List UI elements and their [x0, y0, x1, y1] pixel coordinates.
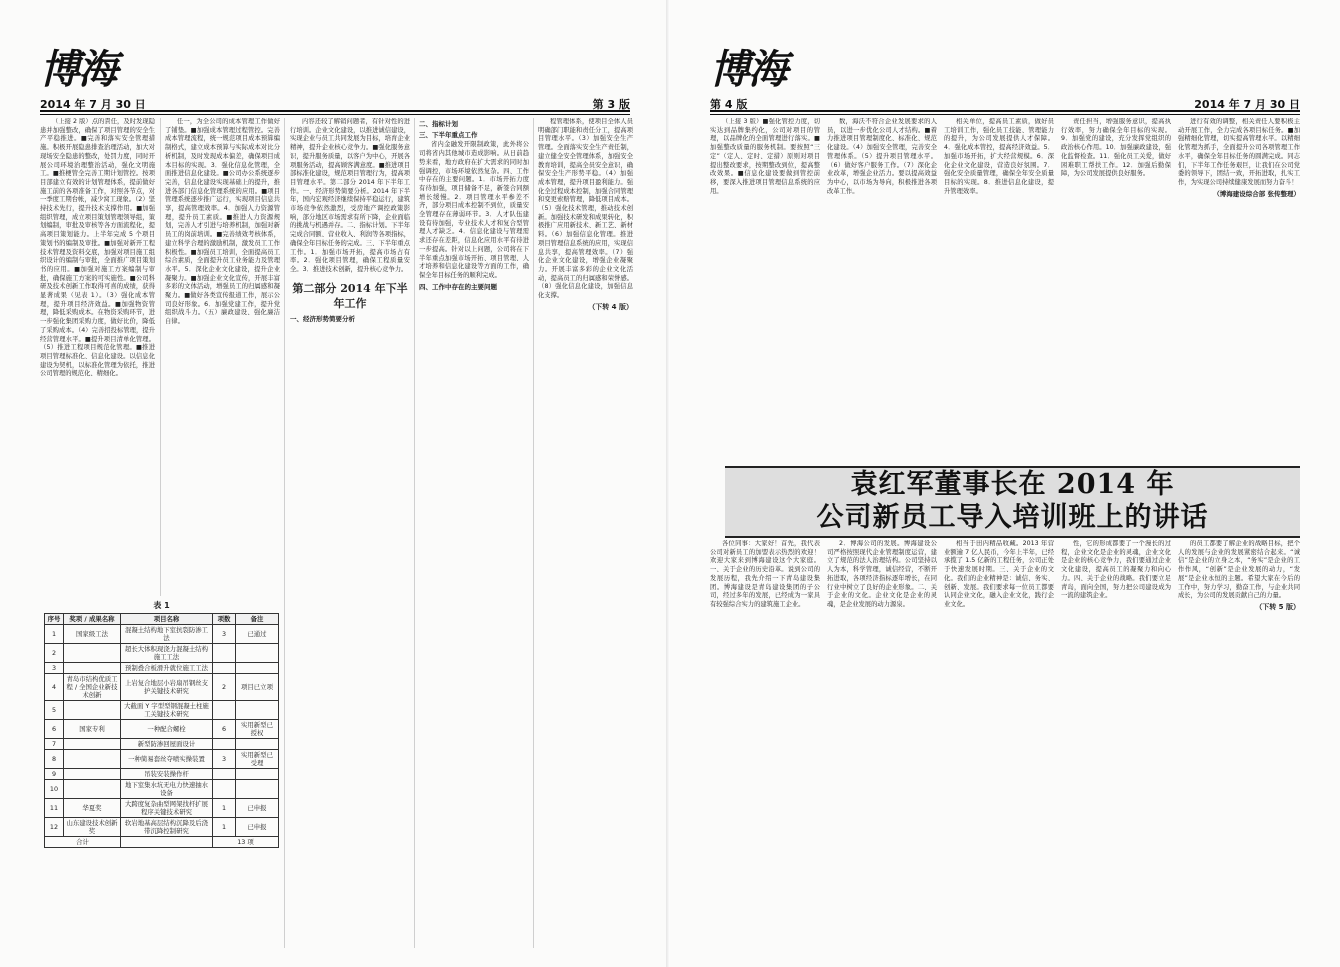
- table-cell: [236, 738, 279, 749]
- speech-column-3: [944, 540, 1054, 900]
- table-row: [45, 779, 279, 798]
- article-text: 进行有效的调整，相关责任人要积极主动开展工作，全力完成各项目标任务。■加强精细化管理，切实提高管理水平。以精细化管理为抓手，全面提升公司各项管理工作水平，确保全年目标任务的圆满完成。同志们，下半年工作任务艰巨，让我们在公司党委的领导下，团结一致，开拓进取，扎实工作，为实现公司持续健康发展而努力奋斗！: [1178, 118, 1300, 186]
- table-cell: 上岩复合地层小岩扇吊钢丝支护关键技术研究: [121, 673, 213, 700]
- page-3-column-1: [40, 118, 155, 596]
- continued-note: （下转 5 版）: [1255, 602, 1300, 611]
- header-rule-thin: [710, 114, 1300, 115]
- page-4-column-4: [1061, 118, 1171, 458]
- table-cell: 10: [45, 779, 64, 798]
- table-cell: [121, 836, 213, 847]
- awards-table-block: [44, 600, 279, 900]
- table-cell: 4: [45, 673, 64, 700]
- article-text: 内容还较了解销问题者，有针对性的进行培训。企业文化建设，以推进诚信建设，实现企业与员工共同发展为目标，培育企业精神，提升企业核心竞争力。■强化服务意识，提升服务质量，以客户为中心，开展各项服务活动，提高顾客满意度。■推进项目部标准化建设，规范项目管理行为，提高项目管理水平。第二部分 2014 年下半年工作。一、经济形势简要分析。2014 年下半年，国内宏观经济继续保持平稳运行，建筑市场竞争依然激烈，受房地产调控政策影响，部分地区市场需求有所下降，企业面临的挑战与机遇并存。二、指标计划。下半年完成合同额、营业收入、利润等各项指标，确保全年目标任务的完成。三、下半年重点工作。1．加强市场开拓，提高市场占有率。2．强化项目管理，确保工程质量安全。3．推进技术创新，提升核心竞争力。: [290, 118, 410, 273]
- table-cell: 9: [45, 768, 64, 779]
- speech-column-4: [1061, 540, 1171, 900]
- table-header-cell: 备注: [236, 613, 279, 624]
- table-total-row: [45, 836, 279, 847]
- table-cell: [64, 700, 121, 719]
- table-header-row: [45, 613, 279, 624]
- table-header-cell: 序号: [45, 613, 64, 624]
- table-cell: 7: [45, 738, 64, 749]
- table-cell: [213, 779, 236, 798]
- page-3-column-2: [165, 118, 280, 596]
- page-4-column-1: [710, 118, 820, 458]
- page-4-column-5: [1178, 118, 1300, 458]
- page-4-column-3: [944, 118, 1054, 458]
- header-rule-thin: [40, 114, 630, 115]
- table-cell: [213, 700, 236, 719]
- table-cell: 实用新型已受理: [236, 749, 279, 768]
- table-cell: 华夏奖: [64, 798, 121, 817]
- newspaper-logo: 博海: [710, 46, 786, 93]
- table-cell: 软岩地基高层结构沉降及后浇带沉降控制研究: [121, 817, 213, 836]
- table-cell: [64, 779, 121, 798]
- table-cell: 3: [213, 624, 236, 643]
- table-cell: 混凝土结构地下室抗裂防渗工法: [121, 624, 213, 643]
- article-text: 各位同事：大家好！首先，我代表公司对新员工的加盟表示热烈的欢迎！欢迎大家来到博海建设这个大家庭。一、关于企业的历史沿革。说到公司的发展历程，我先介绍一下青岛建设集团。博海建设是青岛建设集团的子公司，经过多年的发展，已经成为一家具有较强综合实力的建筑施工企业。: [710, 540, 820, 608]
- table-cell: 已申报: [236, 798, 279, 817]
- headline-banner: [725, 466, 1300, 538]
- table-cell: 3: [213, 749, 236, 768]
- table-title: 表 1: [153, 601, 170, 610]
- table-cell: [213, 662, 236, 673]
- table-cell: 5: [45, 700, 64, 719]
- table-cell: [236, 662, 279, 673]
- table-cell: 大截面 Y 字型型钢混凝土柱施工关键技术研究: [121, 700, 213, 719]
- speech-column-2: [827, 540, 937, 900]
- table-cell: 超长大体积现浇力混凝土结构施工工法: [121, 643, 213, 662]
- table-cell: 11: [45, 798, 64, 817]
- table-cell: 青岛市结构优质工程 / 全国企业新技术创新: [64, 673, 121, 700]
- table-cell: 6: [45, 719, 64, 738]
- article-text: 相关单位，提高员工素质，做好员工培训工作，强化员工技能、管理能力的提升，为公司发展提供人才保障。4．强化成本管控，提高经济效益。5．加强市场开拓，扩大经营规模。6．深化企业文化建设，营造良好氛围。7．强化安全质量管理，确保全年安全质量目标的实现。8．推进信息化建设，提升管理效率。: [944, 118, 1054, 195]
- article-text: 相当于田内精品收藏。2013 年营业额逾 7 亿人民币，今年上半年，已经承揽了 1.5 亿新的工程任务，公司正处于快速发展时期。三、关于企业的文化。我们的企业精神是：诚信、务实、创新、发展。我们要求每一位员工都要认同企业文化，融入企业文化，践行企业文化。: [944, 540, 1054, 608]
- table-total-label: 合计: [45, 836, 121, 847]
- page-4-header: [710, 44, 1300, 111]
- table-row: [45, 719, 279, 738]
- article-text: 数，海沃不符合企业发展要求的人员，以进一步优化公司人才结构。■着力推进项目管理制度化、标准化、规范化建设。（4）加强安全管理，完善安全管理体系。（5）提升项目管理水平。（6）做好客户服务工作。（7）深化企业改革，增强企业活力。要以提高效益为中心，以市场为导向，积极推进各项改革工作。: [827, 118, 937, 195]
- table-cell: 已申报: [236, 817, 279, 836]
- page-4-column-2: [827, 118, 937, 458]
- article-text: 任一，为全公司的成本管理工作做好了铺垫。■加强成本管理过程管控。完善成本管理流程，统一规范项目成本预算编制格式，建立成本预算与实际成本对比分析机制，及时发现成本偏差，确保项目成本目标的实现。3．强化信息化管理，全面推进信息化建设。■公司办公系统逐步完善，信息化建设实现基础上的提升，推进各部门信息化管理系统的应用。■项目管理系统逐步推广运行，实现项目信息共享，提高管理效率。4．加强人力资源管理，提升员工素质。■推进人力资源规划，完善人才引进与培养机制，加强对新员工的岗前培训。■完善绩效考核体系，建立科学合理的激励机制，激发员工工作积极性。■加强员工培训，全面提高员工综合素质，全面提升员工业务能力及管理水平。5．深化企业文化建设，提升企业凝聚力。■加强企业文化宣传，开展丰富多彩的文体活动，增强员工的归属感和凝聚力。■做好各类宣传报道工作，展示公司良好形象。6．加强党建工作，提升党组织战斗力。（五）廉政建设、强化廉洁自律。: [165, 118, 280, 326]
- page-3-column-3: [290, 118, 410, 948]
- section-heading: 四、工作中存在的主要问题: [419, 282, 497, 291]
- table-cell: [64, 662, 121, 673]
- header-rule: [40, 110, 630, 112]
- table-total-value: 13 项: [213, 836, 279, 847]
- section-heading: 三、下半年重点工作: [419, 130, 478, 139]
- article-text: 的员工都要了解企业的战略目标，把个人的发展与企业的发展紧密结合起来。“诚信”是企业的立身之本，“务实”是企业的工作作风，“创新”是企业发展的动力，“发展”是企业永恒的主题。希望大家在今后的工作中，努力学习，勤奋工作，与企业共同成长，为公司的发展贡献自己的力量。: [1178, 540, 1300, 600]
- table-cell: 1: [213, 798, 236, 817]
- section-heading: 一、经济形势简要分析: [290, 314, 355, 323]
- table-cell: 一种简易套丝夺喷实操装置: [121, 749, 213, 768]
- table-cell: [236, 700, 279, 719]
- table-row: [45, 817, 279, 836]
- speech-column-5: [1178, 540, 1300, 900]
- table-cell: 新型防渗回屋面设计: [121, 738, 213, 749]
- table-cell: 12: [45, 817, 64, 836]
- column-divider: [533, 118, 534, 948]
- table-cell: 大跨度复杂曲型网架找杆扩展程序关键技术研究: [121, 798, 213, 817]
- table-cell: [213, 643, 236, 662]
- table-cell: 3: [45, 662, 64, 673]
- continued-note: （下转 4 版）: [588, 302, 633, 311]
- table-row: [45, 738, 279, 749]
- table-row: [45, 749, 279, 768]
- awards-table: [44, 613, 279, 848]
- table-row: [45, 673, 279, 700]
- headline-line-1: 袁红军董事长在 2014 年: [850, 469, 1175, 500]
- table-row: [45, 624, 279, 643]
- table-cell: [236, 779, 279, 798]
- page-3-number: 第 3 版: [592, 98, 630, 111]
- table-row: [45, 700, 279, 719]
- article-text: （上接 3 版）■强化管控力度，切实达到品牌集约化，公司对项目的管理，以品牌化的全面管理进行落实。■加强整改质量的服务机制。要按照“三定”（定人、定时、定措）原则对项目提出整改要求，按期整改到位，提高整改效果。■信息化建设要做到管控前移，要深入推进项目管理信息系统的应用。: [710, 118, 820, 195]
- table-cell: [213, 768, 236, 779]
- page-3-date: 2014 年 7 月 30 日: [40, 98, 146, 111]
- table-cell: [64, 738, 121, 749]
- article-text: 责任担当，增强服务意识，提高执行效率，努力确保全年目标的实现。9．加强党的建设，充分发挥党组织的政治核心作用。10．加强廉政建设，强化监督检查。11．强化员工关爱，做好困难职工帮扶工作。12．加强后勤保障，为公司发展提供良好服务。: [1061, 118, 1171, 178]
- table-cell: [213, 738, 236, 749]
- newspaper-logo: 博海: [40, 46, 116, 93]
- speech-column-1: [710, 540, 820, 900]
- header-rule: [710, 110, 1300, 112]
- page-3-column-5: [538, 118, 633, 948]
- column-divider: [284, 118, 285, 948]
- table-cell: 1: [45, 624, 64, 643]
- page-3-column-4: [419, 118, 529, 948]
- column-divider: [160, 118, 161, 596]
- table-cell: 一种配合螺栓: [121, 719, 213, 738]
- page-4-date: 2014 年 7 月 30 日: [1194, 98, 1300, 111]
- table-header-cell: 奖项 / 成果名称: [64, 613, 121, 624]
- table-cell: [236, 768, 279, 779]
- table-cell: 吊装安装操作杆: [121, 768, 213, 779]
- table-cell: [236, 643, 279, 662]
- article-text: （上接 2 版）点的責任，及时发现隐患并加强整改，确保了项目管理的安全生产平稳推进。■完善和落实安全管理措施。积极开展隐患排查治理活动，加大对现场安全隐患的整改，处罚力度，同时开展公司环境治理整治活动，强化文明施工。■推梗管全完善工期计划管控。按项目部建立有效的计划管理体系，提前做好施工前的各项准备工作，对照各节点，对一季度工期台帐，减少窝工现象。（2）坚持技术先行，提升技术支撑作用。■加强组织管理，成立项目策划管理领导组，策划编制，审批及审核等各方面流程化，提高项目策划能力。上半年完成 5 个项目策划书的编制及审批。■加强对新开工程技术管理及资料交底，加强对项目施工组织设计的编制与审批，全面推广项目策划书的应用。■加强对施工方案编制与审批，确保施工方案的可实施性。■公司科研及技术创新工作取得可喜的成绩，获得显著成果（见表 1）。（3）强化成本管理，提升项目经济效益。■加强物资管理，降低采购成本。在物资采购环节，进一步强化集团采购力度，做好比价，降低了采购成本。（4）完善招投标管理，提升经营管理水平。■提升项目清单化管理。（5）推进工程项目规范化管理。■推进项目管理标准化、信息化建设。以信息化建设为契机，以标准化管理为依托，推进公司管理的规范化、精细化。: [40, 118, 155, 378]
- column-divider: [414, 118, 415, 948]
- table-row: [45, 798, 279, 817]
- table-cell: 已通过: [236, 624, 279, 643]
- article-text: 性，它的形成都要了一个漫长的过程，企业文化是企业的灵魂，企业文化是企业的核心竞争力，我们要通过企业文化建设，提高员工的凝聚力和向心力。四、关于企业的战略。我们要立足青岛，面向全国，努力把公司建设成为一流的建筑企业。: [1061, 540, 1171, 600]
- page-3-header: [40, 44, 630, 111]
- table-cell: 8: [45, 749, 64, 768]
- table-cell: [64, 749, 121, 768]
- author-credit: （博海建设综合部 张传整理）: [1213, 189, 1300, 198]
- table-cell: 山东建设技术创新奖: [64, 817, 121, 836]
- table-header-cell: 项目名称: [121, 613, 213, 624]
- part-two-heading: 第二部分 2014 年下半年工作: [292, 281, 408, 310]
- table-cell: 1: [213, 817, 236, 836]
- table-row: [45, 662, 279, 673]
- table-cell: 项目已立项: [236, 673, 279, 700]
- table-cell: 2: [45, 643, 64, 662]
- table-cell: 6: [213, 719, 236, 738]
- table-cell: [64, 643, 121, 662]
- table-cell: [64, 768, 121, 779]
- headline-line-2: 公司新员工导入培训班上的讲话: [816, 502, 1209, 533]
- table-row: [45, 643, 279, 662]
- page-4-number: 第 4 版: [710, 98, 748, 111]
- table-cell: 预制叠合板滑升就位施工工法: [121, 662, 213, 673]
- article-text: 2．博海公司的发展。博海建设公司严格按照现代企业管理制度运营，建立了规范的法人治理结构。公司坚持以人为本，科学管理，诚信经营，不断开拓进取，各项经济指标逐年增长，在同行业中树立了良好的企业形象。二、关于企业的文化。企业文化是企业的灵魂，是企业发展的动力源泉。: [827, 540, 937, 608]
- section-heading: 二、指标计划: [419, 120, 458, 128]
- table-cell: 国家级工法: [64, 624, 121, 643]
- table-cell: 实用新型已授权: [236, 719, 279, 738]
- table-header-cell: 项数: [213, 613, 236, 624]
- article-text: 程管理体系，使项目全体人员明确部门职能和责任分工，提高项目管理水平。（3）加强安全生产管理。全面落实安全生产责任制，建立健全安全管理体系，加强安全教育培训，提高全员安全意识，确保安全生产形势平稳。（4）加强成本管理，提升项目盈利能力。强化全过程成本控制，加强合同管理和变更索赔管理，降低项目成本。（5）强化技术管理，推动技术创新。加强技术研发和成果转化，积极推广应用新技术、新工艺、新材料。（6）加强信息化管理。推进项目管理信息系统的应用，实现信息共享，提高管理效率。（7）强化企业文化建设，增强企业凝聚力。开展丰富多彩的企业文化活动，提高员工的归属感和荣誉感。（8）强化信息化建设，加强信息化支撑。: [538, 118, 633, 300]
- table-row: [45, 768, 279, 779]
- table-cell: 国家专利: [64, 719, 121, 738]
- table-cell: 2: [213, 673, 236, 700]
- article-text: 省内金融发开限制政策，此外将公司将省内其他城市造成影响。从日前趋势来看，地方政府在扩大需求的同时加强调控，市场环境依然复杂。四、工作中存在的主要问题。1．市场开拓力度有待加强，项目储备不足，新签合同额增长缓慢。2．项目管理水平参差不齐，部分项目成本控制不到位，质量安全管理存在薄弱环节。3．人才队伍建设有待加强，专业技术人才和复合型管理人才缺乏。4．信息化建设与管理需求还存在差距，信息化应用水平有待进一步提高。针对以上问题，公司将在下半年重点加强市场开拓、项目管理、人才培养和信息化建设等方面的工作，确保全年目标任务的顺利完成。: [419, 141, 529, 279]
- table-cell: 地下室集水坑无电力快速抽水设备: [121, 779, 213, 798]
- page-4: [670, 0, 1340, 967]
